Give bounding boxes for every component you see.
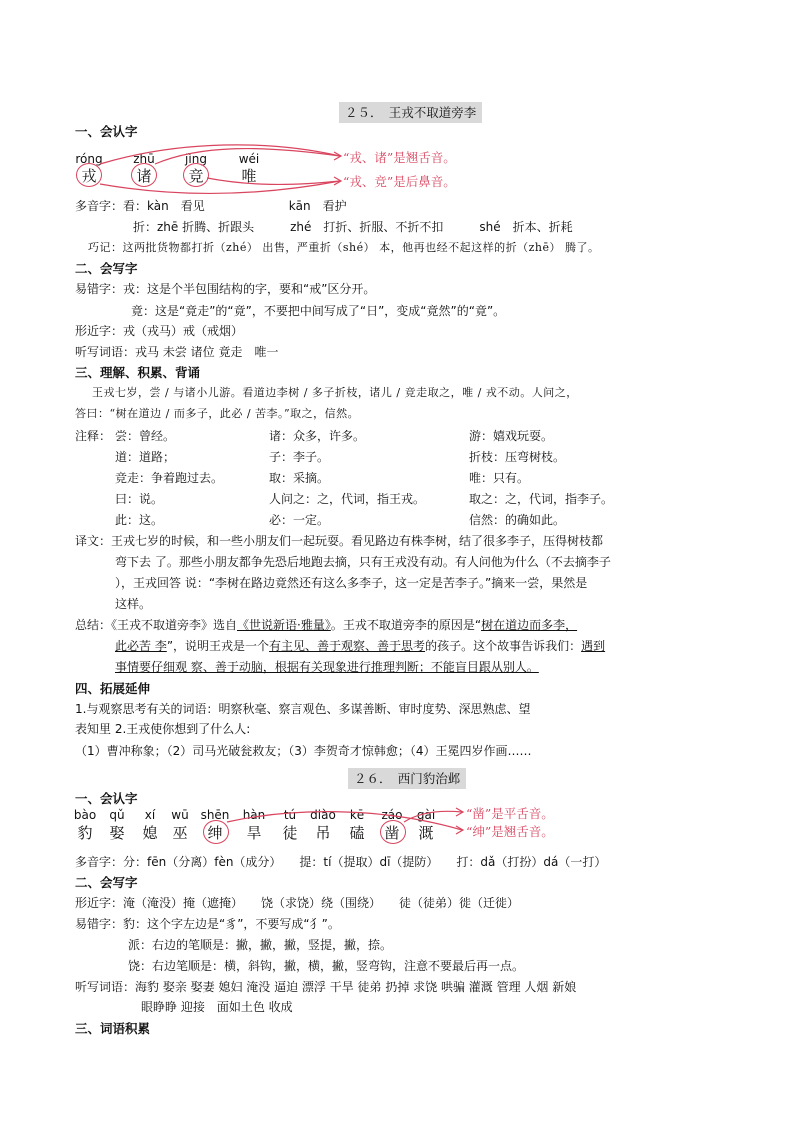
- l26-pinyin: qǔ: [109, 808, 125, 822]
- l25-section-extend: 四、拓展延伸: [75, 681, 151, 696]
- l25-similar-chars: 形近字：戎（戎马）戒（戒烟）: [75, 324, 244, 338]
- l26-error-char-3: 饶：右边笔顺是：横，斜钩，撇，横，撇，竖弯钩，注意不要最后再一点。: [128, 959, 525, 973]
- l26-note-flat: “凿”是平舌音。: [466, 806, 554, 821]
- l26-char: 巫: [172, 824, 188, 842]
- l25-note-item: 竞走：争着跑过去。: [115, 471, 224, 485]
- l26-error-char-2: 派：右边的笔顺是：撇，撇，撇，竖提，撇，捺。: [128, 938, 393, 952]
- l25-char-2: 诸: [136, 167, 152, 185]
- l26-pinyin: gài: [416, 808, 436, 822]
- l25-note-item: 取之：之，代词，指李子。: [469, 492, 614, 506]
- l26-pinyin: hàn: [242, 808, 266, 822]
- l25-translation-1: 译文：王戎七岁的时候，和一些小朋友们一起玩耍。看见路边有株李树，结了很多李子，压得树枝都: [75, 534, 604, 548]
- l25-text-line-1: 王戎七岁，尝 / 与诸小儿游。看道边李树 / 多子折枝，诸儿 / 竞走取之，唯 / 戎不动。人问之，: [92, 386, 578, 399]
- l25-mnemonic: 巧记：这两批货物都打折（zhé） 出售，严重折（shé） 本，他再也经不起这样的折（zhē） 腾了。: [88, 241, 600, 254]
- l25-extend-3: （1）曹冲称象；（2）司马光破瓮救友；（3）李贺奇才惊韩愈；（4）王冕四岁作画……: [75, 744, 532, 758]
- l26-pinyin: záo: [381, 808, 403, 822]
- l25-extend-2: 表知里 2.王戎使你想到了什么人:: [75, 722, 251, 736]
- l26-pinyin: xí: [144, 808, 156, 822]
- l26-error-char-1: 易错字：豹：这个字左边是“豸”，不要写成“犭”。: [75, 917, 340, 931]
- l25-pinyin-2: zhū: [133, 152, 155, 166]
- l25-char-3: 竞: [188, 167, 204, 185]
- l25-section-recognize: 一、会认字: [75, 124, 138, 139]
- l25-pinyin-1: róng: [75, 152, 103, 166]
- l26-char: 磕: [349, 824, 365, 842]
- l25-section-write: 二、会写字: [75, 261, 138, 276]
- l25-note-item: 此：这。: [115, 513, 164, 527]
- l25-text-line-2: 答曰：“树在道边 / 而多子，此必 / 苦李。”取之，信然。: [75, 407, 360, 420]
- l26-section-write: 二、会写字: [75, 875, 138, 890]
- l26-char: 徒: [282, 824, 298, 842]
- l26-duoyin: 多音字：分：fēn（分离）fèn（成分） 提：tí（提取）dī（提防） 打：dǎ（打扮）dá（一打）: [75, 855, 607, 869]
- l26-pinyin: tú: [283, 808, 297, 822]
- lesson25-title: ２５． 王戎不取道旁李: [339, 102, 482, 123]
- l25-translation-3: ），王戎回答 说：“李树在路边竟然还有这么多李子，这一定是苦李子。”摘来一尝，果然是: [115, 576, 588, 590]
- l25-error-char-2: 竟：这是“竟走”的“竟”，不要把中间写成了“日”，变成“竟然”的“竟”。: [131, 304, 506, 318]
- l25-note-item: 尝：曾经。: [115, 429, 176, 443]
- l26-dictation-2: 眼睁睁 迎接 面如土色 收成: [141, 1000, 293, 1014]
- l26-section-vocab: 三、词语积累: [75, 1021, 151, 1036]
- l25-note-item: 诸：众多，许多。: [269, 429, 366, 443]
- l25-duoyin-1: 多音字：看：kàn 看见 kān 看护: [75, 199, 347, 213]
- l25-note-retroflex: “戎、诸”是翘舌音。: [343, 150, 456, 165]
- l25-note-item: 道：道路；: [115, 450, 176, 464]
- l25-pinyin-3: jìng: [185, 152, 207, 166]
- l25-note-item: 取：采摘。: [269, 471, 330, 485]
- l25-translation-4: 这样。: [115, 597, 152, 611]
- l26-char: 媳: [142, 824, 158, 842]
- l25-dictation: 听写词语：戎马 未尝 诸位 竟走 唯一: [75, 345, 279, 359]
- l25-error-char-1: 易错字：戎：这是个半包围结构的字，要和“戒”区分开。: [75, 282, 376, 296]
- l25-note-item: 折枝：压弯树枝。: [469, 450, 566, 464]
- l25-note-item: 曰：说。: [115, 492, 164, 506]
- l26-note-retroflex: “绅”是翘舌音。: [466, 824, 554, 839]
- l26-char: 豹: [77, 824, 93, 842]
- l26-pinyin: diào: [310, 808, 336, 822]
- l25-notes-label: 注释：: [75, 429, 112, 443]
- l25-extend-1: 1.与观察思考有关的词语：明察秋毫、察言观色、多谋善断、审时度势、深思熟虑、望: [75, 702, 531, 716]
- l26-dictation-1: 听写词语：海豹 娶亲 娶妻 媳妇 淹没 逼迫 漂浮 干旱 徒弟 扔掉 求饶 哄骗 灌溉 管理 人烟 新娘: [75, 980, 577, 994]
- l25-note-item: 唯：只有。: [469, 471, 530, 485]
- l26-char: 溉: [418, 824, 434, 842]
- l26-char: 旱: [246, 824, 262, 842]
- l25-note-item: 人问之：之，代词，指王戎。: [269, 492, 426, 506]
- l26-char: 吊: [315, 824, 331, 842]
- l25-summary-3: 事情要仔细观 察、善于动脑，根据有关现象进行推理判断；不能盲目跟从别人。: [115, 660, 539, 674]
- l25-note-item: 子：李子。: [269, 450, 330, 464]
- l26-char: 娶: [109, 824, 125, 842]
- l26-char: 绅: [207, 824, 223, 842]
- lesson26-title: ２６． 西门豹治邺: [348, 768, 466, 789]
- l25-note-item: 游：嬉戏玩耍。: [469, 429, 554, 443]
- l25-note-item: 必：一定。: [269, 513, 330, 527]
- l25-char-4: 唯: [241, 167, 257, 185]
- l25-duoyin-2: 折：zhē 折腾、折跟头 zhé 打折、折服、不折不扣 shé 折本、折耗: [133, 220, 573, 234]
- l25-note-item: 信然：的确如此。: [469, 513, 566, 527]
- l25-section-understand: 三、理解、积累、背诵: [75, 365, 201, 380]
- l26-similar-chars: 形近字：淹（淹没）掩（遮掩） 饶（求饶）绕（围绕） 徒（徒弟）徙（迁徙）: [75, 896, 520, 910]
- l26-pinyin: kē: [349, 808, 365, 822]
- l25-summary-1: 总结：《王戎不取道旁李》选自《世说新语·雅量》。王戎不取道旁李的原因是“树在道边而多李，: [75, 618, 578, 632]
- l25-note-nasal: “戎、竞”是后鼻音。: [343, 174, 456, 189]
- l26-char: 凿: [384, 824, 400, 842]
- l25-summary-2: 此必苦 李”，说明王戎是一个有主见、善于观察、善于思考的孩子。这个故事告诉我们：遇到: [115, 639, 606, 653]
- l26-section-recognize: 一、会认字: [75, 791, 138, 806]
- l25-pinyin-4: wéi: [238, 152, 260, 166]
- l25-char-1: 戎: [81, 167, 97, 185]
- l26-pinyin: shēn: [200, 808, 230, 822]
- l26-pinyin: bào: [73, 808, 97, 822]
- l25-translation-2: 弯下去 了。那些小朋友都争先恐后地跑去摘，只有王戎没有动。有人问他为什么（不去摘李子: [115, 555, 611, 569]
- l26-pinyin: wū: [171, 808, 189, 822]
